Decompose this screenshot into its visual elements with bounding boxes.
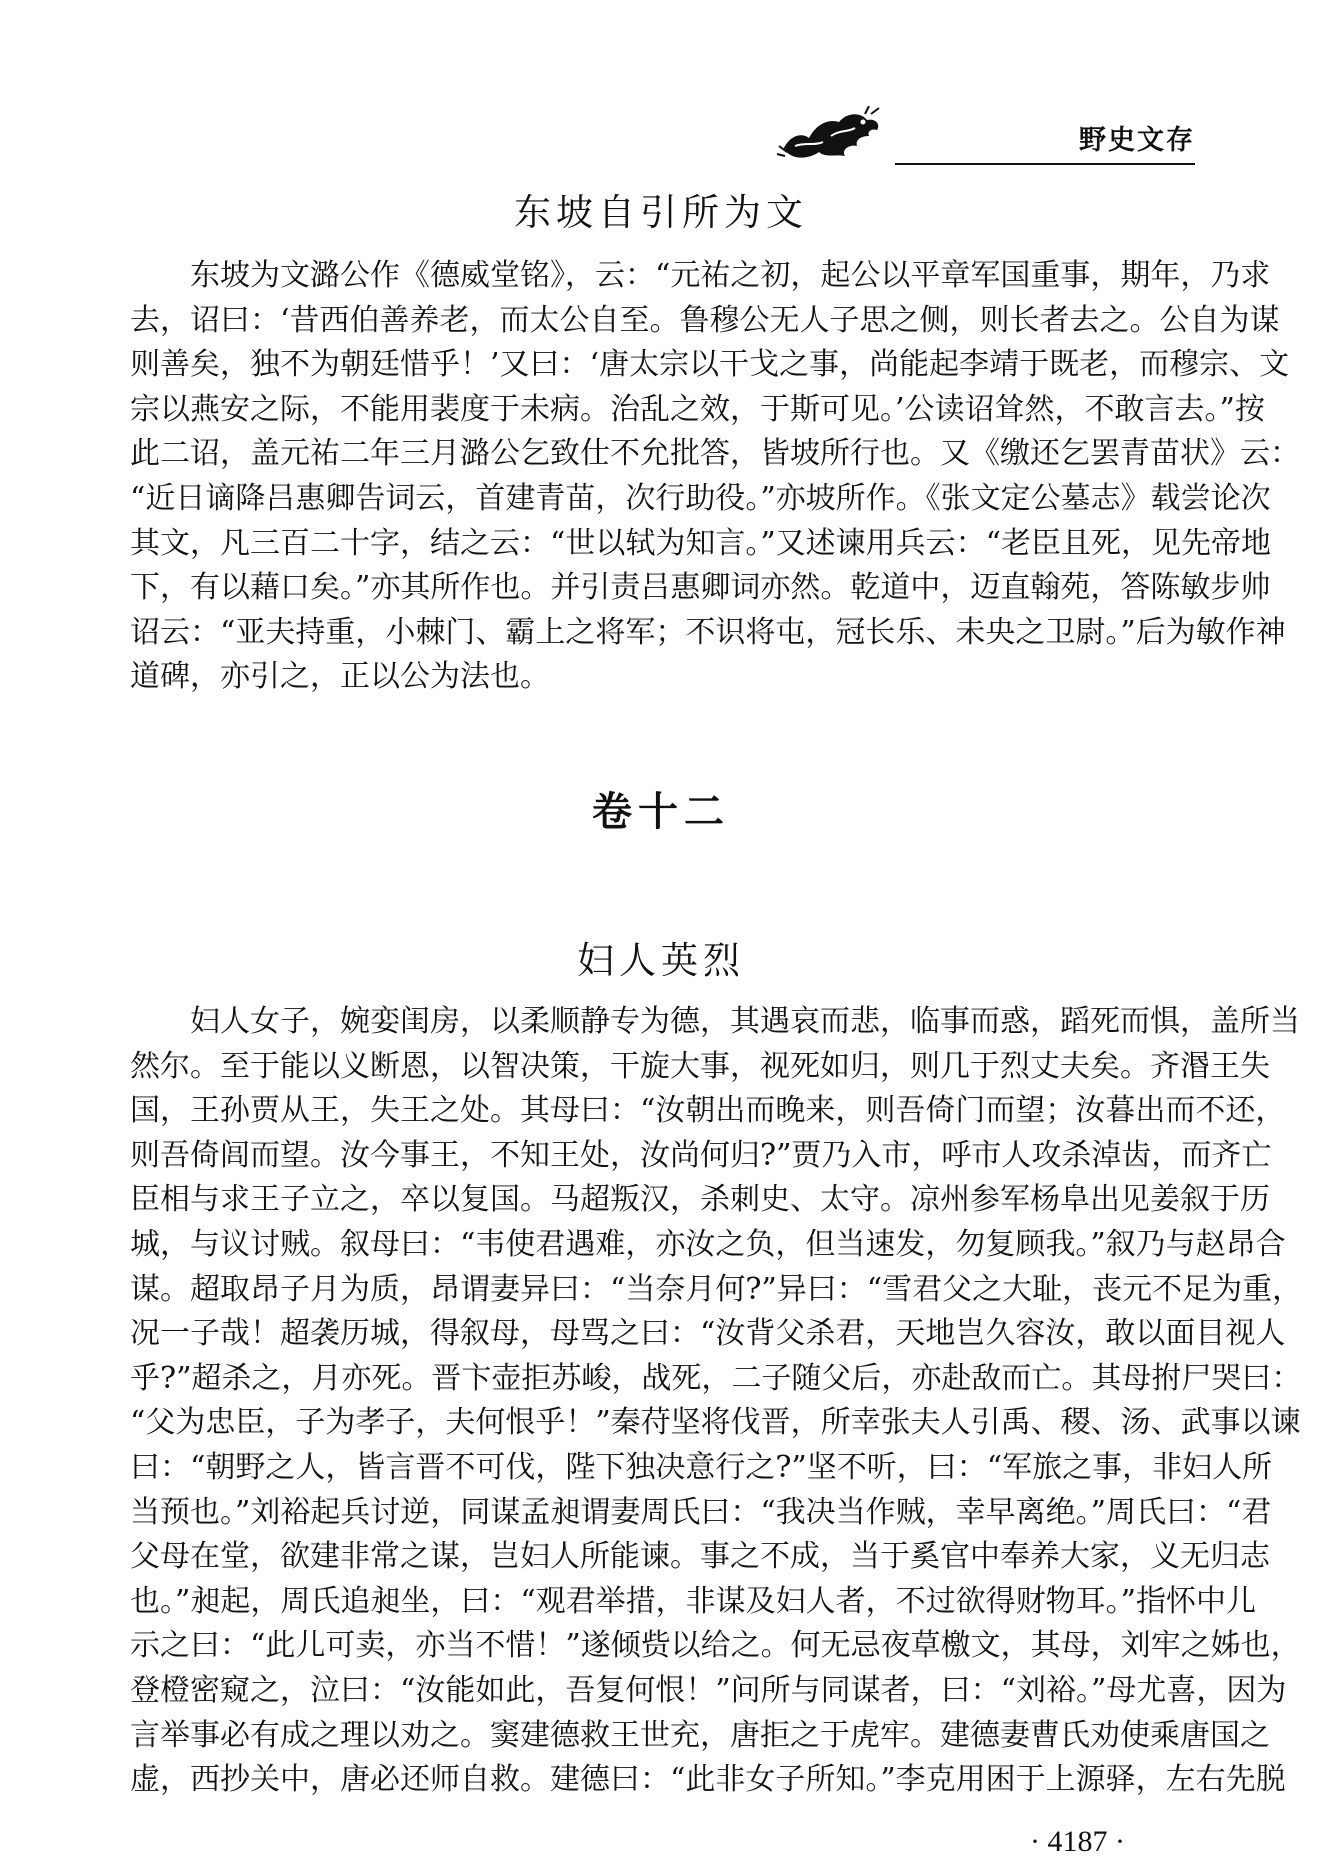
text-line: 臣相与求王子立之，卒以复国。马超叛汉，杀刺史、太守。凉州参军杨阜出见姜叙于历 xyxy=(130,1182,1270,1218)
text-line: 登橙密窥之，泣曰：“汝能如此，吾复何恨！”问所与同谋者，曰：“刘裕。”母尤喜，因为 xyxy=(130,1672,1287,1708)
text-line: 曰：“朝野之人，皆言晋不可伐，陛下独决意行之?”坚不听，曰：“军旅之事，非妇人所 xyxy=(130,1449,1273,1485)
text-line: 谋。超取昂子月为质，昂谓妻异曰：“当奈月何?”异曰：“雪君父之大耻，丧元不足为重， xyxy=(130,1271,1303,1307)
text-line: 此二诏，盖元祐二年三月潞公乞致仕不允批答，皆坡所行也。又《缴还乞罢青苗状》云： xyxy=(130,436,1300,472)
text-line: 况一子哉！超袭历城，得叙母，母骂之曰：“汝背父杀君，天地岂久容汝，敢以面目视人 xyxy=(130,1316,1286,1352)
text-line: 国，王孙贾从王，失王之处。其母曰：“汝朝出而晚来，则吾倚门而望；汝暮出而不还， xyxy=(130,1093,1286,1129)
section-title-1: 东坡自引所为文 xyxy=(514,191,808,234)
text-line: 言举事必有成之理以劝之。窦建德救王世充，唐拒之于虎牢。建德妻曹氏劝使乘唐国之 xyxy=(130,1717,1270,1753)
header-rule xyxy=(895,163,1195,165)
text-line: 道碑，亦引之，正以公为法也。 xyxy=(130,659,550,695)
text-line: 则善矣，独不为朝廷惜乎！’又曰：‘唐太宗以干戈之事，尚能起李靖于既老，而穆宗、文 xyxy=(130,347,1290,383)
text-line: 示之曰：“此儿可卖，亦当不惜！”遂倾赀以给之。何无忌夜草檄文，其母，刘牢之姊也， xyxy=(130,1628,1301,1664)
text-line: 当预也。”刘裕起兵讨逆，同谋孟昶谓妻周氏曰：“我决当作贼，幸早离绝。”周氏曰：“君 xyxy=(130,1494,1272,1530)
section-2-body xyxy=(130,1000,1303,1803)
text-line: 下，有以藉口矣。”亦其所作也。并引责吕惠卿词亦然。乾道中，迈直翰苑，答陈敏步帅 xyxy=(130,570,1271,606)
text-line: 乎?”超杀之，月亦死。晋卞壶拒苏峻，战死，二子随父后，亦赴敌而亡。其母拊尸哭曰： xyxy=(130,1360,1302,1396)
text-line: 妇人女子，婉娈闺房，以柔顺静专为德，其遇哀而悲，临事而惑，蹈死而惧，盖所当 xyxy=(190,1004,1300,1039)
text-line: 宗以燕安之际，不能用裴度于未病。治乱之效，于斯可见。’公读诏耸然，不敢言去。”按 xyxy=(130,391,1265,427)
running-header xyxy=(775,98,1195,168)
volume-title: 卷十二 xyxy=(592,789,730,835)
text-line: “父为忠臣，子为孝子，夫何恨乎！”秦苻坚将伐晋，所幸张夫人引禹、稷、汤、武事以谏 xyxy=(130,1405,1301,1441)
text-line: 然尔。至于能以义断恩，以智决策，干旋大事，视死如归，则几于烈丈夫矣。齐湣王失 xyxy=(130,1048,1270,1084)
text-line: 也。”昶起，周氏追昶坐，曰：“观君举措，非谋及妇人者，不过欲得财物耳。”指怀中儿 xyxy=(130,1583,1257,1619)
text-line: 其文，凡三百二十字，结之云：“世以轼为知言。”又述谏用兵云：“老臣且死，见先帝地 xyxy=(130,525,1272,561)
text-line: 父母在堂，欲建非常之谋，岂妇人所能谏。事之不成，当于奚官中奉养大家，义无归志 xyxy=(130,1539,1270,1575)
section-1-body xyxy=(130,254,1300,700)
text-line: 去，诏曰：‘昔西伯善养老，而太公自至。鲁穆公无人子思之侧，则长者去之。公自为谋 xyxy=(130,302,1280,338)
section-title-2: 妇人英烈 xyxy=(577,939,745,982)
text-line: 则吾倚闾而望。汝今事王，不知王处，汝尚何归?”贾乃入市，呼市人攻杀淖齿，而齐亡 xyxy=(130,1137,1272,1173)
text-line: 虚，西抄关中，唐必还师自救。建德曰：“此非女子所知。”李克用困于上源驿，左右先脱 xyxy=(130,1762,1286,1798)
series-title: 野史文存 xyxy=(1079,125,1195,156)
page-number: · 4187 · xyxy=(1030,1825,1125,1858)
text-line: 东坡为文潞公作《德威堂铭》，云：“元祐之初，起公以平章军国重事，期年，乃求 xyxy=(190,258,1271,293)
text-line: 城，与议讨贼。叙母曰：“韦使君遇难，亦汝之负，但当速发，勿复顾我。”叙乃与赵昂合 xyxy=(130,1226,1286,1262)
dragon-icon xyxy=(775,106,885,162)
text-line: 诏云：“亚夫持重，小棘门、霸上之将军；不识将屯，冠长乐、未央之卫尉。”后为敏作神 xyxy=(130,614,1286,650)
text-line: “近日谪降吕惠卿告词云，首建青苗，次行助役。”亦坡所作。《张文定公墓志》载尝论次 xyxy=(130,480,1271,516)
